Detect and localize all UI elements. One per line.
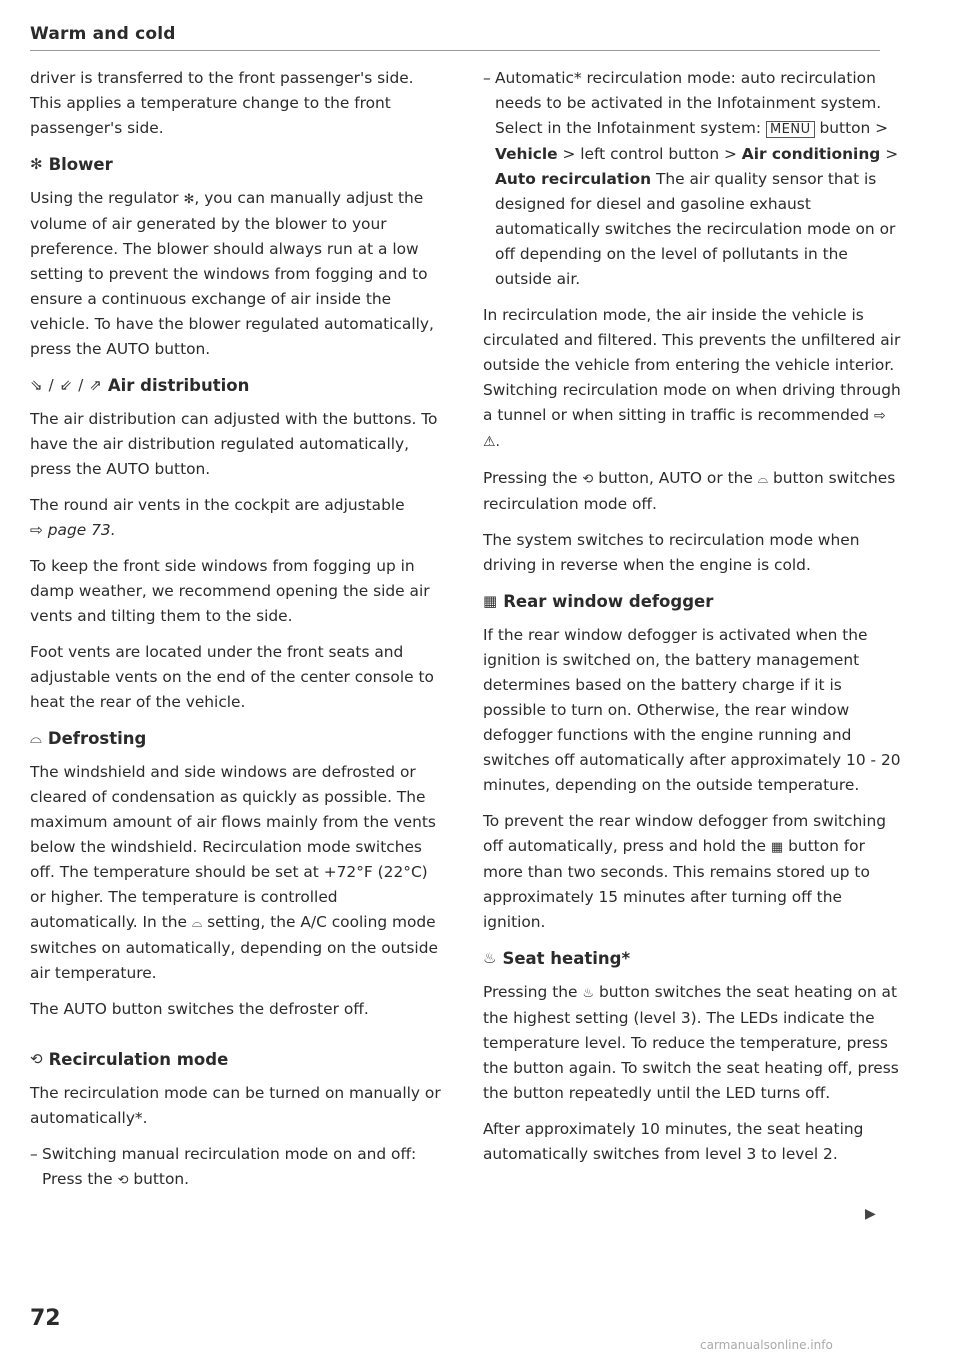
paragraph bbox=[30, 186, 448, 362]
section-heading-seat-heating bbox=[483, 946, 901, 971]
recirculation-icon: ⟲ bbox=[582, 472, 594, 487]
fan-icon: ✻ bbox=[183, 192, 195, 207]
text: > left control button > bbox=[562, 145, 737, 163]
text: To prevent the rear window defogger from switching off automatically, press and hold the bbox=[483, 812, 887, 855]
paragraph bbox=[30, 493, 448, 543]
section-heading-defrosting bbox=[30, 726, 448, 751]
paragraph: After approximately 10 minutes, the seat heating automatically switches from level 3 to level 2. bbox=[483, 1120, 864, 1163]
paragraph: The AUTO button switches the defroster off. bbox=[30, 1000, 369, 1018]
paragraph: driver is transferred to the front passenger's side. This applies a temperature change to the front passenger's side. bbox=[30, 69, 414, 137]
section-heading-text: Blower bbox=[48, 155, 113, 174]
text: The air quality sensor that is designed for diesel and gasoline exhaust automatically switches the recirculation mode on or off depending on the level of pollutants in the outside air. bbox=[495, 170, 896, 288]
text: Automatic* recirculation mode: auto recirculation needs to be activated in the Infotainment system. Select in the Infotainment system: bbox=[495, 69, 882, 137]
text: Switching manual recirculation mode on and off: Press the bbox=[42, 1145, 417, 1188]
fan-icon: ✻ bbox=[30, 155, 43, 173]
air-distribution-icons: ⇙ bbox=[59, 376, 73, 394]
section-heading-rear-defogger bbox=[483, 589, 901, 614]
menu-path-auto-recirculation: Auto recirculation bbox=[495, 170, 652, 188]
page-reference-link[interactable]: ⇨ page 73. bbox=[30, 521, 116, 539]
section-heading-text: Defrosting bbox=[47, 729, 147, 748]
seat-heating-icon: ♨ bbox=[582, 986, 595, 1001]
page-header-title: Warm and cold bbox=[30, 24, 176, 44]
rear-defrost-icon: ▦ bbox=[483, 592, 498, 610]
text: , you can manually adjust the volume of air generated by the blower to your preference. The blower should always run at a low setting to prevent the windows from fogging and to ensure a continuous exchange of air inside the vehicle. To have the blower regulated automatically, press the AUTO button. bbox=[30, 189, 434, 358]
text: button, AUTO or the bbox=[598, 469, 753, 487]
icon-separator: / bbox=[78, 376, 84, 394]
text: In recirculation mode, the air inside the vehicle is circulated and filtered. This prevents the unfiltered air outside the vehicle from entering the vehicle interior. Switching recirculation mode on when driving through a tunnel or when sitting in traffic is recommended bbox=[483, 306, 901, 424]
list-item: – Switching manual recirculation mode on and off: Press the ⟲ button. bbox=[30, 1145, 417, 1188]
air-distribution-icons: ⇗ bbox=[89, 376, 102, 394]
text: button for more than two seconds. This remains stored up to approximately 15 minutes after turning off the ignition. bbox=[483, 837, 870, 931]
text: button switches the seat heating on at the highest setting (level 3). The LEDs indicate the temperature level. To reduce the temperature, press the button again. To switch the seat heating off, press the button repeatedly until the LED turns off. bbox=[483, 983, 899, 1102]
recirculation-icon: ⟲ bbox=[117, 1173, 129, 1188]
watermark: carmanualsonline.info bbox=[700, 1338, 833, 1352]
text: The round air vents in the cockpit are adjustable bbox=[30, 496, 405, 514]
rear-defrost-icon: ▦ bbox=[770, 840, 784, 855]
paragraph bbox=[483, 809, 901, 935]
defrost-max-icon: ⌓ bbox=[757, 472, 769, 487]
continued-arrow-icon: ▶ bbox=[865, 1206, 876, 1222]
paragraph bbox=[483, 303, 901, 455]
text: setting, the A/C cooling mode switches on automatically, depending on the outside air temperature. bbox=[30, 913, 438, 982]
section-heading-text: Rear window defogger bbox=[503, 592, 714, 611]
text: Using the regulator bbox=[30, 189, 179, 207]
section-heading-air-distribution bbox=[30, 373, 448, 398]
section-heading-recirculation bbox=[30, 1047, 448, 1072]
paragraph: The system switches to recirculation mode when driving in reverse when the engine is cold. bbox=[483, 531, 860, 574]
paragraph bbox=[483, 466, 901, 517]
section-heading-text: Seat heating* bbox=[502, 949, 631, 968]
defrost-max-icon: ⌓ bbox=[191, 916, 203, 931]
text: Pressing the bbox=[483, 469, 578, 487]
paragraph: The recirculation mode can be turned on manually or automatically*. bbox=[30, 1084, 441, 1127]
paragraph: To keep the front side windows from fogging up in damp weather, we recommend opening the side air vents and tilting them to the side. bbox=[30, 557, 430, 625]
right-column bbox=[483, 66, 901, 1178]
text: The windshield and side windows are defrosted or cleared of condensation as quickly as possible. The maximum amount of air flows mainly from the vents below the windshield. Recirculation mode switches off. The temperature should be set at +72°F (22°C) or higher. The temperature is controlled automatically. In the bbox=[30, 763, 436, 931]
list-item: – Automatic* recirculation mode: auto recirculation needs to be activated in the Infotainment system. Select in the Infotainment system: MENU button > Vehicle > left control button > Air conditioning > Auto recirculation The air quality sensor that is designed for diesel and gasoline exhaust automatically switches the recirculation mode on or off depending on the level of pollutants in the outside air. bbox=[483, 69, 899, 288]
paragraph: If the rear window defogger is activated when the ignition is switched on, the battery management determines based on the battery charge if it is possible to turn on. Otherwise, the rear window defogger functions with the engine running and switches off automatically after approximately 10 - 20 minutes, depending on the outside temperature. bbox=[483, 626, 901, 794]
section-heading-text: Recirculation mode bbox=[48, 1050, 229, 1069]
text: Pressing the bbox=[483, 983, 578, 1001]
seat-heating-icon: ♨ bbox=[483, 949, 497, 967]
left-column bbox=[30, 66, 448, 1204]
paragraph: The air distribution can adjusted with the buttons. To have the air distribution regulated automatically, press the AUTO button. bbox=[30, 410, 438, 478]
section-heading-blower bbox=[30, 152, 448, 177]
menu-key-label: MENU bbox=[766, 121, 815, 138]
header-divider bbox=[30, 50, 880, 51]
text: > bbox=[885, 145, 899, 163]
air-distribution-icons: ⇘ bbox=[30, 376, 43, 394]
recirculation-icon: ⟲ bbox=[30, 1050, 43, 1068]
menu-path-vehicle: Vehicle bbox=[495, 145, 558, 163]
section-heading-text: Air distribution bbox=[107, 376, 250, 395]
defrost-max-icon: ⌓ bbox=[30, 729, 42, 747]
warning-reference-link[interactable]: ⇨ ⚠. bbox=[483, 408, 886, 450]
paragraph bbox=[483, 980, 901, 1106]
paragraph: Foot vents are located under the front seats and adjustable vents on the end of the center console to heat the rear of the vehicle. bbox=[30, 643, 434, 711]
text: button. bbox=[133, 1170, 190, 1188]
icon-separator: / bbox=[48, 376, 54, 394]
paragraph bbox=[30, 760, 448, 986]
text: button > bbox=[819, 119, 889, 137]
text: button switches recirculation mode off. bbox=[483, 469, 896, 513]
menu-path-air-conditioning: Air conditioning bbox=[741, 145, 881, 163]
page-number: 72 bbox=[30, 1306, 61, 1331]
